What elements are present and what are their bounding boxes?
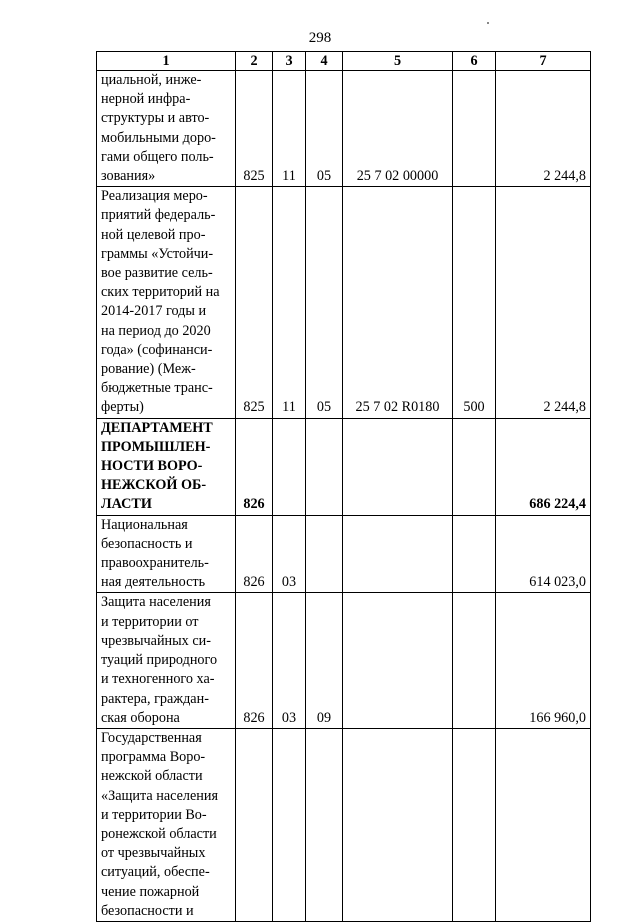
row-amount: 2 244,8	[496, 71, 591, 187]
row-subsection-code: 05	[306, 71, 343, 187]
row-amount: 2 244,8	[496, 187, 591, 418]
scan-speck	[487, 22, 489, 24]
row-ministry-code: 826	[236, 418, 273, 515]
table-row	[97, 418, 591, 515]
budget-table	[96, 51, 591, 922]
row-amount: 166 960,0	[496, 593, 591, 728]
page-number: 298	[308, 30, 332, 46]
row-section-code: 03	[273, 593, 306, 728]
header-col-2: 2	[236, 52, 273, 71]
row-ministry-code: 825	[236, 187, 273, 418]
header-col-7: 7	[496, 52, 591, 71]
header-col-6: 6	[453, 52, 496, 71]
row-ministry-code	[236, 728, 273, 921]
row-name: Государственная программа Воро- нежской области «Защита населения и территории Во- ронежской области от чрезвычайных ситуаций, обеспе- чение пожарной безопасности и	[97, 728, 236, 921]
row-target-article	[343, 728, 453, 921]
row-subsection-code: 09	[306, 593, 343, 728]
row-target-article	[343, 593, 453, 728]
table-header-row	[97, 52, 591, 71]
table-row	[97, 187, 591, 418]
row-section-code: 03	[273, 515, 306, 593]
row-section-code	[273, 728, 306, 921]
row-expense-type	[453, 515, 496, 593]
row-subsection-code	[306, 418, 343, 515]
row-name: Защита населения и территории от чрезвычайных си- туаций природного и техногенного ха- рактера, граждан- ская оборона	[97, 593, 236, 728]
row-amount	[496, 728, 591, 921]
row-ministry-code: 825	[236, 71, 273, 187]
row-ministry-code: 826	[236, 593, 273, 728]
table-row	[97, 515, 591, 593]
table-row	[97, 728, 591, 921]
row-amount: 614 023,0	[496, 515, 591, 593]
row-subsection-code	[306, 515, 343, 593]
row-name: Реализация меро- приятий федераль- ной целевой про- граммы «Устойчи- вое развитие сель- ских территорий на 2014-2017 годы и на период до 2020 года» (софинанси- рование) (Меж- бюджетные транс- ферты)	[97, 187, 236, 418]
table-row	[97, 593, 591, 728]
row-ministry-code: 826	[236, 515, 273, 593]
row-expense-type	[453, 418, 496, 515]
row-subsection-code: 05	[306, 187, 343, 418]
row-expense-type	[453, 728, 496, 921]
header-col-3: 3	[273, 52, 306, 71]
row-name: Национальная безопасность и правоохранитель- ная деятельность	[97, 515, 236, 593]
row-expense-type	[453, 71, 496, 187]
table-row	[97, 71, 591, 187]
header-col-4: 4	[306, 52, 343, 71]
row-target-article: 25 7 02 00000	[343, 71, 453, 187]
row-section-code	[273, 418, 306, 515]
header-col-1: 1	[97, 52, 236, 71]
row-name: ДЕПАРТАМЕНТ ПРОМЫШЛЕН- НОСТИ ВОРО- НЕЖСКОЙ ОБ- ЛАСТИ	[97, 418, 236, 515]
row-name: циальной, инже- нерной инфра- структуры и авто- мобильными доро- гами общего поль- зования»	[97, 71, 236, 187]
row-amount: 686 224,4	[496, 418, 591, 515]
row-section-code: 11	[273, 187, 306, 418]
row-expense-type	[453, 593, 496, 728]
row-target-article: 25 7 02 R0180	[343, 187, 453, 418]
header-col-5: 5	[343, 52, 453, 71]
row-section-code: 11	[273, 71, 306, 187]
row-target-article	[343, 418, 453, 515]
row-target-article	[343, 515, 453, 593]
row-subsection-code	[306, 728, 343, 921]
row-expense-type: 500	[453, 187, 496, 418]
